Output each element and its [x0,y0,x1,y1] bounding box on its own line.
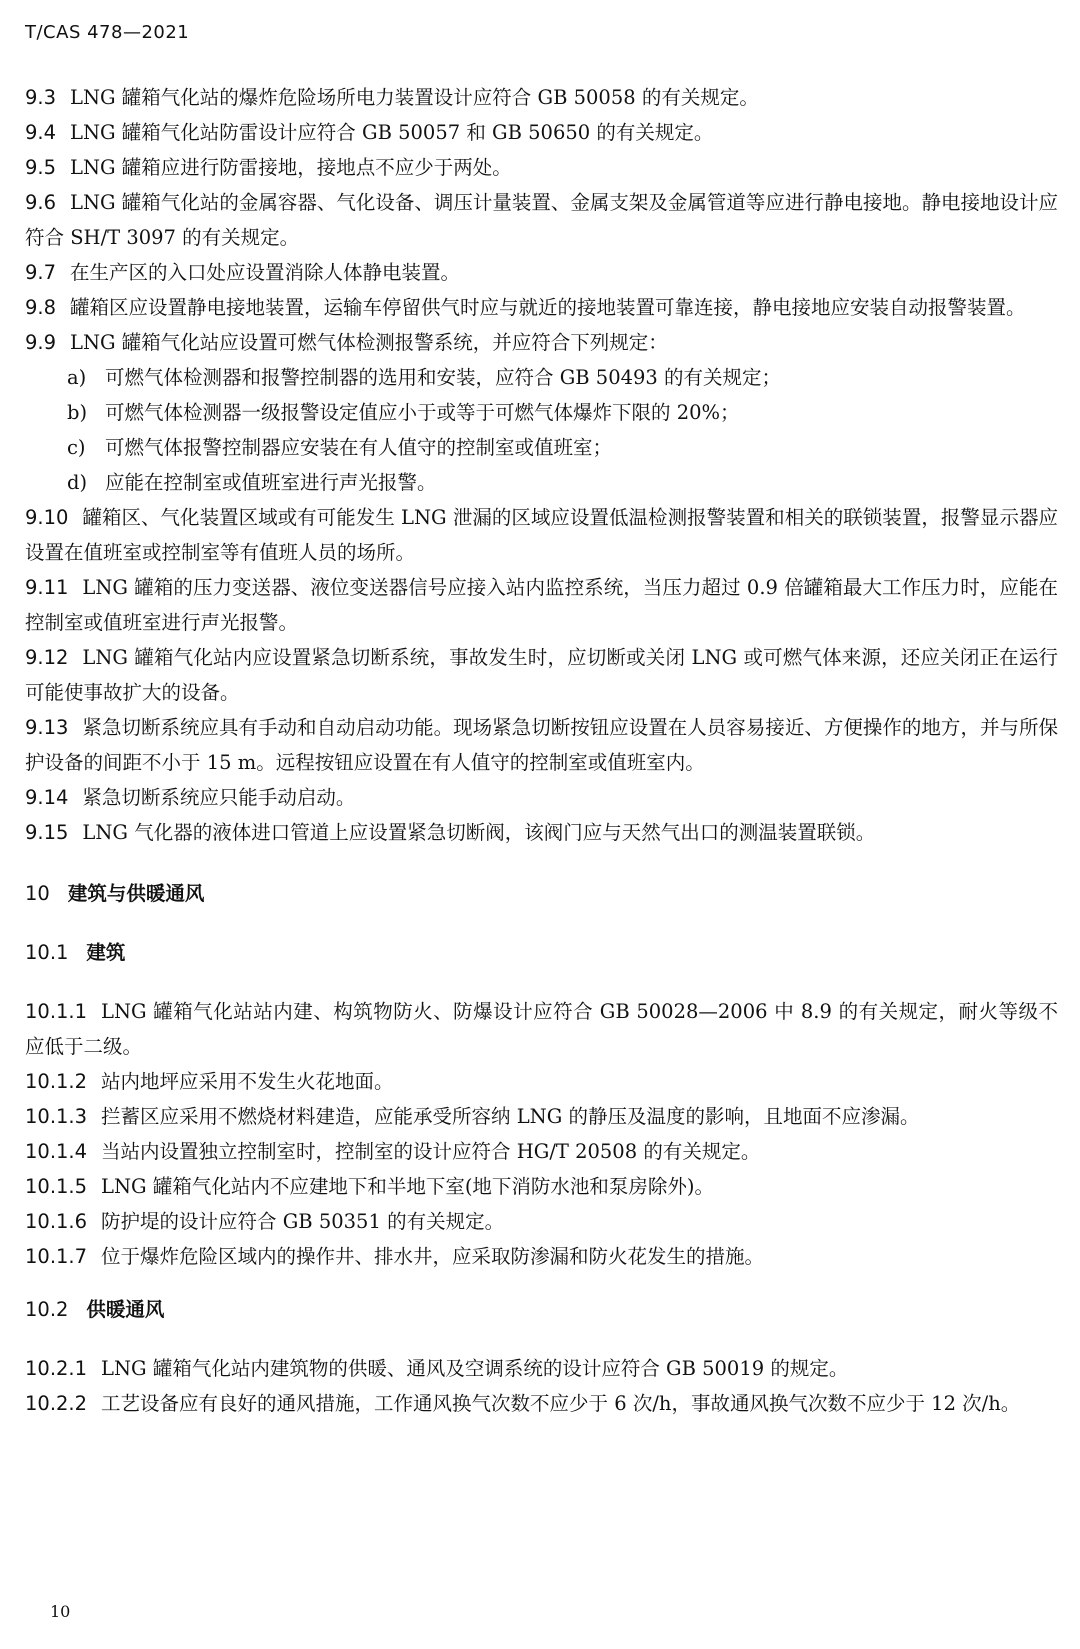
clause-number: 10.1.5 [25,1175,88,1198]
clause-number: 10.1.7 [25,1245,88,1268]
list-item-text: 可燃气体检测器一级报警设定值应小于或等于可燃气体爆炸下限的 20%； [105,401,740,424]
clause-10-1-5 [25,1169,1058,1204]
clause-number: 10.1.3 [25,1105,88,1128]
list-item-b [25,395,1058,430]
clause-text: 紧急切断系统应具有手动和自动启动功能。现场紧急切断按钮应设置在人员容易接近、方便操作的地方，并与所保护设备的间距不小于 15 m。远程按钮应设置在有人值守的控制室或值班室内。 [25,716,1058,774]
clause-10-2-2 [25,1386,1058,1421]
clause-number: 9.13 [25,716,69,739]
clause-text: LNG 罐箱气化站内不应建地下和半地下室(地下消防水池和泵房除外)。 [101,1175,715,1198]
clause-number: 9.5 [25,156,57,179]
clause-9-6 [25,185,1058,255]
section-10-1-clauses [25,994,1058,1274]
clause-text: LNG 罐箱气化站站内建、构筑物防火、防爆设计应符合 GB 50028—2006 中 8.9 的有关规定，耐火等级不应低于二级。 [25,1000,1058,1058]
clause-text: 罐箱区、气化装置区域或有可能发生 LNG 泄漏的区域应设置低温检测报警装置和相关的联锁装置，报警显示器应设置在值班室或控制室等有值班人员的场所。 [25,506,1058,564]
list-item-text: 可燃气体报警控制器应安装在有人值守的控制室或值班室； [105,436,613,459]
clause-number: 9.4 [25,121,57,144]
clause-9-3 [25,80,1058,115]
clause-text: 紧急切断系统应只能手动启动。 [82,786,356,809]
chapter-title: 建筑与供暖通风 [67,882,205,905]
clause-number: 9.3 [25,86,57,109]
section-9-clauses [25,80,1058,850]
clause-9-9 [25,325,1058,360]
clause-10-1-7 [25,1239,1058,1274]
clause-text: LNG 罐箱气化站防雷设计应符合 GB 50057 和 GB 50650 的有关规定。 [70,121,714,144]
section-title: 供暖通风 [86,1298,165,1321]
clause-9-13 [25,710,1058,780]
clause-text: LNG 罐箱的压力变送器、液位变送器信号应接入站内监控系统，当压力超过 0.9 倍罐箱最大工作压力时，应能在控制室或值班室进行声光报警。 [25,576,1058,634]
clause-number: 9.15 [25,821,69,844]
clause-number: 9.12 [25,646,69,669]
list-item-text: 应能在控制室或值班室进行声光报警。 [105,471,437,494]
list-item-text: 可燃气体检测器和报警控制器的选用和安装，应符合 GB 50493 的有关规定； [105,366,782,389]
clause-text: LNG 罐箱气化站的金属容器、气化设备、调压计量装置、金属支架及金属管道等应进行静电接地。静电接地设计应符合 SH/T 3097 的有关规定。 [25,191,1058,249]
clause-text: LNG 气化器的液体进口管道上应设置紧急切断阀，该阀门应与天然气出口的测温装置联锁。 [82,821,876,844]
section-10-2-heading [25,1292,1058,1327]
clause-10-1-2 [25,1064,1058,1099]
list-marker: d) [67,471,88,494]
clause-number: 10.1.6 [25,1210,88,1233]
clause-text: 站内地坪应采用不发生火花地面。 [101,1070,394,1093]
clause-9-4 [25,115,1058,150]
clause-text: 工艺设备应有良好的通风措施，工作通风换气次数不应少于 6 次/h，事故通风换气次数不应少于 12 次/h。 [101,1392,1021,1415]
clause-number: 10.1.4 [25,1140,88,1163]
clause-9-15 [25,815,1058,850]
list-item-d [25,465,1058,500]
clause-10-1-3 [25,1099,1058,1134]
clause-text: 位于爆炸危险区域内的操作井、排水井，应采取防渗漏和防火花发生的措施。 [101,1245,765,1268]
section-10-1-heading [25,935,1058,970]
clause-text: LNG 罐箱气化站的爆炸危险场所电力装置设计应符合 GB 50058 的有关规定。 [70,86,759,109]
clause-text: LNG 罐箱气化站内建筑物的供暖、通风及空调系统的设计应符合 GB 50019 的规定。 [101,1357,849,1380]
clause-number: 9.7 [25,261,57,284]
clause-number: 9.8 [25,296,57,319]
clause-text: 防护堤的设计应符合 GB 50351 的有关规定。 [101,1210,505,1233]
clause-text: LNG 罐箱应进行防雷接地，接地点不应少于两处。 [70,156,512,179]
clause-text: 罐箱区应设置静电接地装置，运输车停留供气时应与就近的接地装置可靠连接，静电接地应安装自动报警装置。 [70,296,1026,319]
clause-number: 9.11 [25,576,69,599]
list-marker: a) [67,366,87,389]
chapter-10-heading [25,876,1058,911]
clause-number: 10.2.2 [25,1392,88,1415]
section-number: 10.1 [25,941,69,964]
clause-9-14 [25,780,1058,815]
clause-text: LNG 罐箱气化站内应设置紧急切断系统，事故发生时，应切断或关闭 LNG 或可燃气体来源，还应关闭正在运行可能使事故扩大的设备。 [25,646,1058,704]
clause-10-1-6 [25,1204,1058,1239]
clause-text: LNG 罐箱气化站应设置可燃气体检测报警系统，并应符合下列规定： [70,331,668,354]
clause-9-11 [25,570,1058,640]
section-title: 建筑 [86,941,126,964]
clause-number: 9.10 [25,506,69,529]
section-10-2-clauses [25,1351,1058,1421]
list-marker: b) [67,401,88,424]
page-number: 10 [50,1602,71,1621]
clause-9-10 [25,500,1058,570]
clause-number: 9.9 [25,331,57,354]
list-item-a [25,360,1058,395]
list-item-c [25,430,1058,465]
document-body [25,80,1058,1421]
clause-number: 10.2.1 [25,1357,88,1380]
clause-number: 9.14 [25,786,69,809]
chapter-number: 10 [25,882,50,905]
clause-text: 在生产区的入口处应设置消除人体静电装置。 [70,261,461,284]
clause-10-1-1 [25,994,1058,1064]
clause-number: 10.1.2 [25,1070,88,1093]
clause-text: 当站内设置独立控制室时，控制室的设计应符合 HG/T 20508 的有关规定。 [101,1140,761,1163]
clause-number: 9.6 [25,191,57,214]
section-number: 10.2 [25,1298,69,1321]
clause-9-7 [25,255,1058,290]
clause-9-12 [25,640,1058,710]
clause-10-1-4 [25,1134,1058,1169]
clause-number: 10.1.1 [25,1000,88,1023]
document-id-header: T/CAS 478—2021 [25,22,190,43]
list-marker: c) [67,436,86,459]
clause-text: 拦蓄区应采用不燃烧材料建造，应能承受所容纳 LNG 的静压及温度的影响，且地面不应渗漏。 [101,1105,920,1128]
clause-9-8 [25,290,1058,325]
clause-10-2-1 [25,1351,1058,1386]
clause-9-5 [25,150,1058,185]
